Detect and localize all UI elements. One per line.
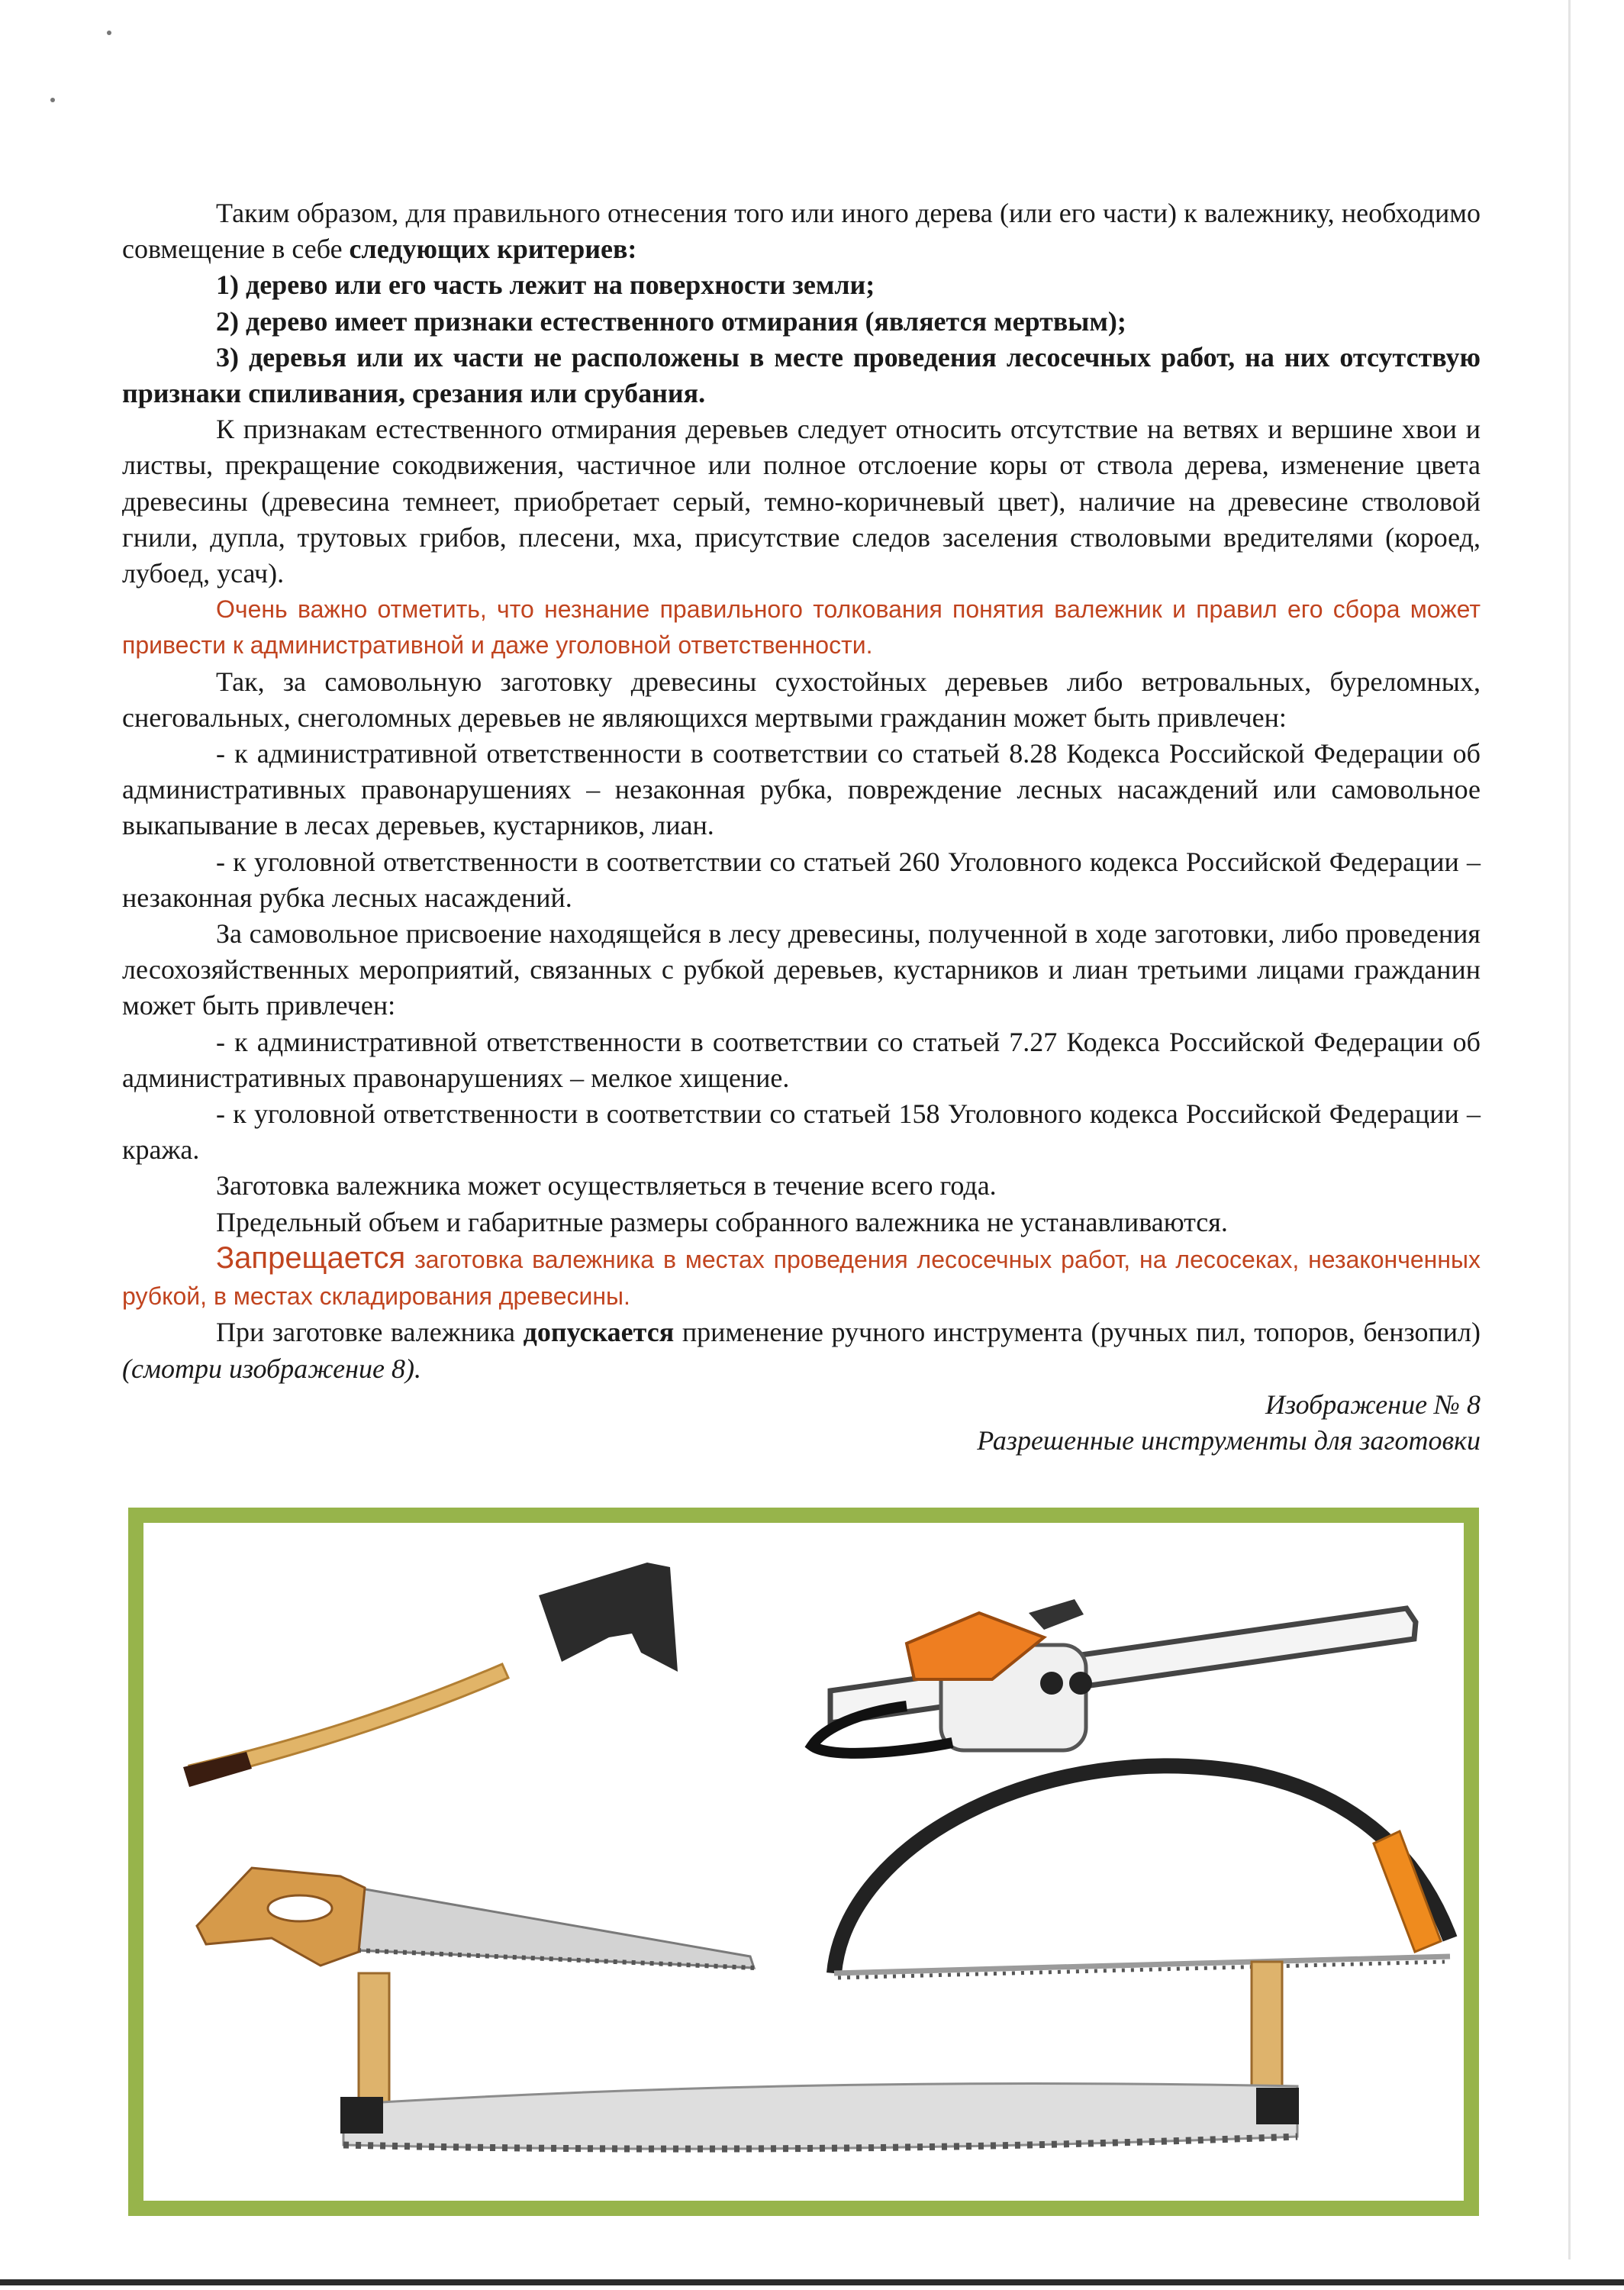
bow-saw-icon <box>834 1766 1450 1978</box>
paragraph-volume: Предельный объем и габаритные размеры собранного валежника не устанавливаются. <box>216 1206 1228 1237</box>
criterion-3: 3) деревья или их части не расположены в месте проведения лесосечных работ, на них отсутствую признаки спиливания, срезания или срубания. <box>122 341 1481 409</box>
scan-speck <box>107 31 111 35</box>
prohibition-paragraph: Запрещается заготовка валежника в местах проведения лесосечных работ, на лесосеках, незаконченных рубкой, в местах складирования древесины. <box>122 1240 1481 1311</box>
paragraph-signs: К признакам естественного отмирания деревьев следует относить отсутствие на ветвях и вершине хвои и листвы, прекращение сокодвижения, частичное или полное отслоение коры от ствола дерева, изменение цвета древесины (древесина темнеет, приобретает серый, темно-коричневый цвет), наличие на древесине стволовой гнили, дупла, трутовых грибов, плесени, мха, присутствие следов заселения стволовыми вредителями (короед, лубоед, усач). <box>122 414 1481 589</box>
figure-caption: Разрешенные инструменты для заготовки <box>977 1424 1481 1456</box>
tools-figure <box>128 1508 1479 2216</box>
figure-number: Изображение № 8 <box>1265 1389 1481 1420</box>
criterion-2: 2) дерево имеет признаки естественного отмирания (является мертвым); <box>216 305 1126 337</box>
scan-edge-bottom <box>0 2279 1624 2285</box>
scan-speck <box>50 98 55 102</box>
paragraph-liability: Так, за самовольную заготовку древесины сухостойных деревьев либо ветровальных, буреломных, снеговальных, снеголомных деревьев не являющихся мертвыми гражданин может быть привлечен: <box>122 666 1481 733</box>
paragraph-admin-828: - к административной ответственности в соответствии со статьей 8.28 Кодекса Российской Федерации об административных правонарушениях – незаконная рубка, повреждение лесных насаждений или самовольное выкапывание в лесах деревьев, кустарников, лиан. <box>122 738 1481 841</box>
two-man-saw-icon <box>340 1962 1299 2149</box>
paragraph-tools: При заготовке валежника допускается применение ручного инструмента (ручных пил, топоров, бензопил) (смотри изображение 8). <box>122 1317 1481 1384</box>
tools-illustration <box>143 1523 1464 2201</box>
paragraph-appropriation: За самовольное присвоение находящейся в лесу древесины, полученной в ходе заготовки, либо проведения лесохозяйственных мероприятий, связанных с рубкой деревьев, кустарников и лиан третьими лицами гражданин может быть привлечен: <box>122 918 1481 1021</box>
paragraph-intro: Таким образом, для правильного отнесения того или иного дерева (или его части) к валежнику, необходимо совмещение в себе следующих критериев: <box>122 198 1481 265</box>
scan-edge-right <box>1568 0 1571 2259</box>
paragraph-criminal-158: - к уголовной ответственности в соответствии со статьей 158 Уголовного кодекса Российской Федерации – кража. <box>122 1098 1481 1166</box>
criterion-1: 1) дерево или его часть лежит на поверхности земли; <box>216 269 875 301</box>
hand-saw-icon <box>197 1868 754 1968</box>
paragraph-admin-727: - к административной ответственности в соответствии со статьей 7.27 Кодекса Российской Федерации об административных правонарушениях – мелкое хищение. <box>122 1026 1481 1093</box>
paragraph-season: Заготовка валежника может осуществляеться в течение всего года. <box>216 1170 997 1201</box>
paragraph-criminal-260: - к уголовной ответственности в соответствии со статьей 260 Уголовного кодекса Российской Федерации – незаконная рубка лесных насаждений. <box>122 846 1481 913</box>
warning-paragraph: Очень важно отметить, что незнание правильного толкования понятия валежник и правил его сбора может привести к административной и даже уголовной ответственности. <box>122 595 1481 660</box>
chainsaw-icon <box>812 1599 1416 1753</box>
axe-icon <box>183 1563 678 1787</box>
document-body <box>122 195 1481 1459</box>
